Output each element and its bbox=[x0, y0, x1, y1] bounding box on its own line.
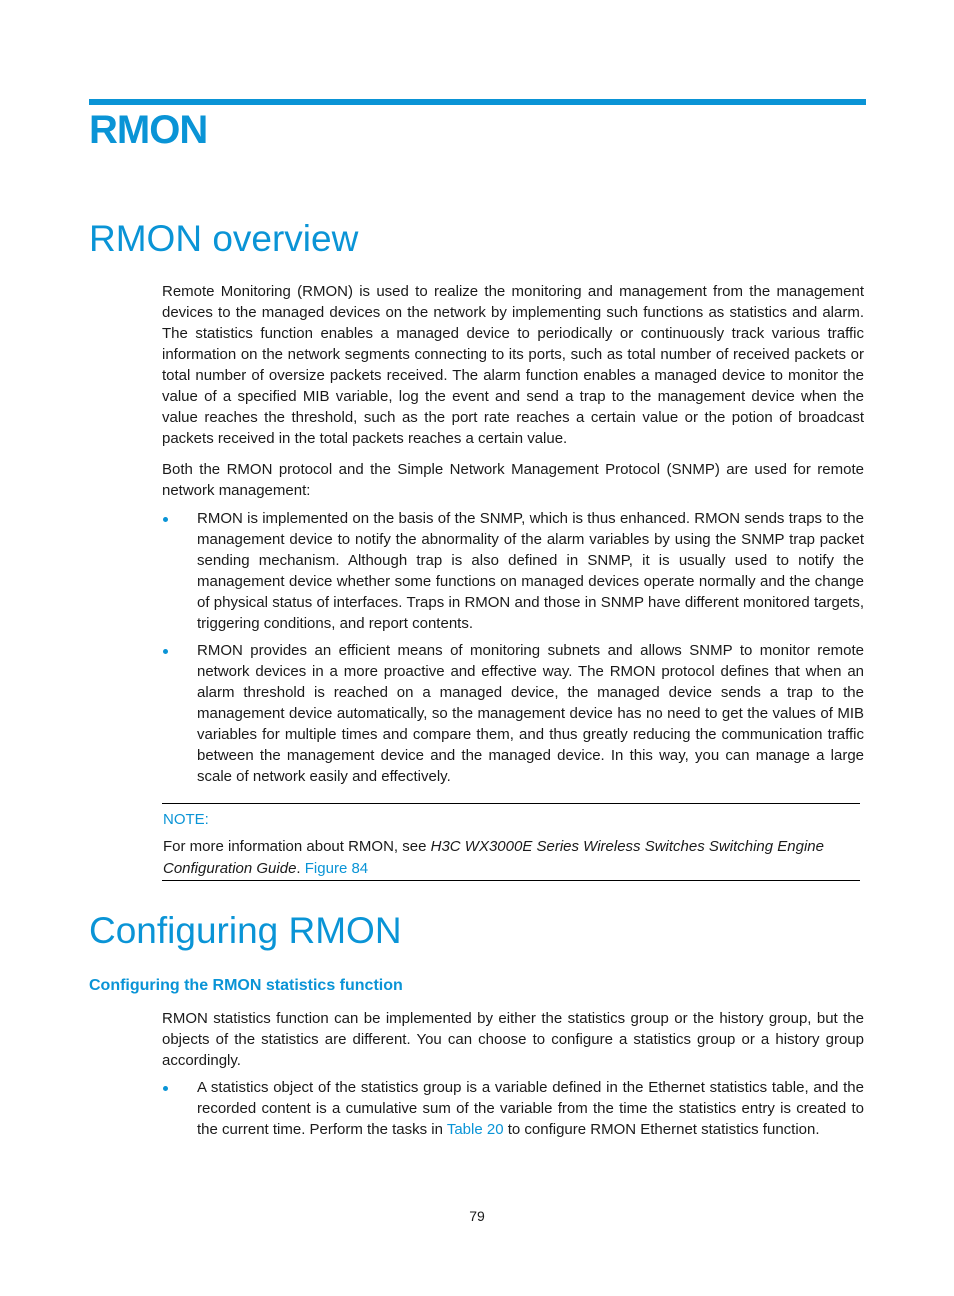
overview-paragraph-1: Remote Monitoring (RMON) is used to realize the monitoring and management from the management devices to the managed devices on the network by implementing such functions as statistics and alarm. The statistics function enables a managed device to periodically or continuously track various traffic information on the network segments connecting to its ports, such as total number of received packets or total number of oversize packets received. The alarm function enables a managed device to monitor the value of a specified MIB variable, log the event and send a trap to the management device when the value reaches the threshold, such as the port rate reaches a certain value or the potion of broadcast packets received in the total packets reaches a certain value. bbox=[162, 283, 864, 447]
bullet-text: A statistics object of the statistics group is a variable defined in the Ethernet statistics table, and the recorded content is a cumulative sum of the variable from the time the statistics entry is created to the current time. Perform the tasks in bbox=[197, 1079, 864, 1138]
note-box bbox=[162, 803, 860, 881]
list-item bbox=[162, 1077, 864, 1140]
bullet-icon bbox=[163, 517, 168, 522]
configuring-bullet-list bbox=[162, 1077, 864, 1140]
note-guide-title: H3C WX3000E Series Wireless Switches Switching Engine Configuration Guide bbox=[163, 838, 824, 877]
note-title: NOTE: bbox=[163, 811, 209, 828]
chapter-rule bbox=[89, 99, 866, 105]
subsection-heading: Configuring the RMON statistics function bbox=[89, 977, 403, 994]
list-item bbox=[162, 508, 864, 634]
bullet-text: RMON provides an efficient means of monitoring subnets and allows SNMP to monitor remote network devices in a more proactive and effective way. The RMON protocol defines that when an alarm threshold is reached on a managed device, the managed device sends a trap to the management device automatically, so the management device has no need to get the values of MIB variables for multiple times and compare them, and thus greatly reducing the communication traffic between the management device and the managed device. In this way, you can manage a large scale of network easily and effectively. bbox=[197, 642, 864, 785]
bullet-icon bbox=[163, 649, 168, 654]
note-text-after: . bbox=[296, 860, 305, 877]
overview-bullet-list bbox=[162, 508, 864, 787]
overview-paragraph-2: Both the RMON protocol and the Simple Network Management Protocol (SNMP) are used for remote network management: bbox=[162, 461, 864, 499]
configuring-paragraph: RMON statistics function can be implemented by either the statistics group or the history group, but the objects of the statistics are different. You can choose to configure a statistics group or a history group accordingly. bbox=[162, 1010, 864, 1069]
chapter-title: RMON bbox=[89, 108, 208, 152]
section-heading-overview: RMON overview bbox=[89, 218, 359, 259]
bullet-text: RMON is implemented on the basis of the SNMP, which is thus enhanced. RMON sends traps to the management device to notify the abnormality of the alarm variables by using the SNMP trap packet sending mechanism. Although trap is also defined in SNMP, it is usually used to notify the management device whether some functions on managed devices operate normally and the change of physical status of interfaces. Traps in RMON and those in SNMP have different monitored targets, triggering conditions, and report contents. bbox=[197, 510, 864, 632]
note-body bbox=[163, 836, 853, 880]
bullet-icon bbox=[163, 1086, 168, 1091]
list-item bbox=[162, 640, 864, 787]
bullet-text-after: to configure RMON Ethernet statistics function. bbox=[503, 1121, 820, 1138]
section-heading-configuring: Configuring RMON bbox=[89, 910, 402, 951]
page-number: 79 bbox=[469, 1208, 485, 1224]
figure-84-link[interactable]: Figure 84 bbox=[304, 860, 369, 877]
note-text: For more information about RMON, see bbox=[163, 838, 431, 855]
table-20-link[interactable]: Table 20 bbox=[446, 1121, 504, 1138]
